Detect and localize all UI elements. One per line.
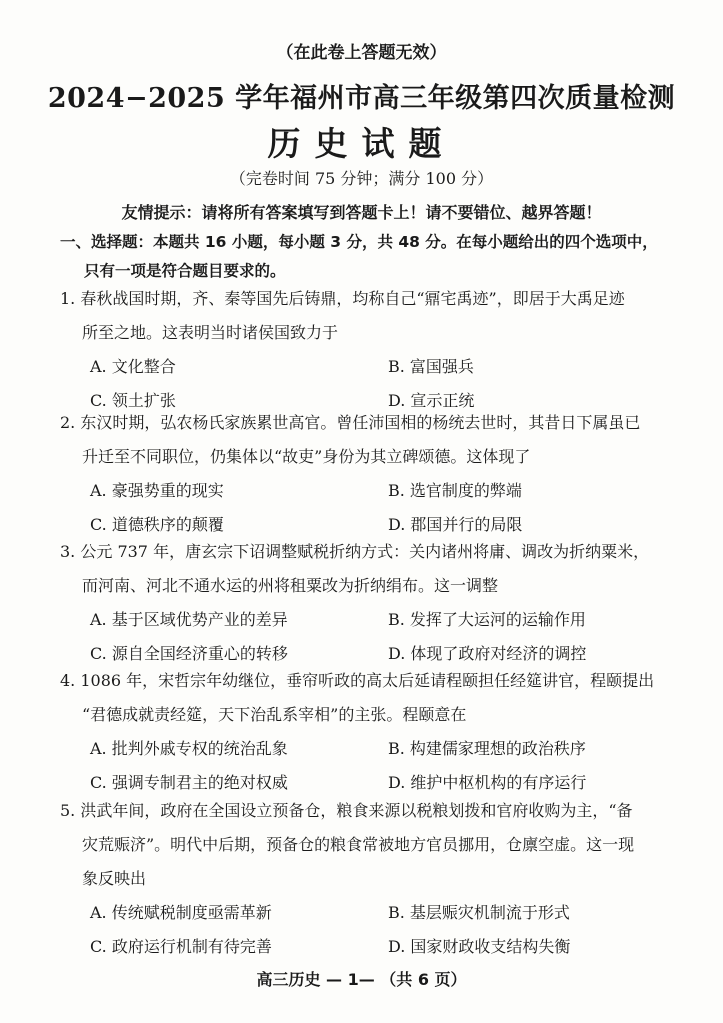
option-d: D. 宣示正统 bbox=[388, 391, 475, 410]
option-c: C. 道德秩序的颠覆 bbox=[90, 515, 224, 534]
option-c: C. 领土扩张 bbox=[90, 391, 176, 410]
section-heading-line: 只有一项是符合题目要求的。 bbox=[84, 262, 286, 280]
options-row bbox=[60, 603, 705, 637]
stem-line: 升迁至不同职位，仍集体以“故吏”身份为其立碑颂德。这体现了 bbox=[82, 447, 531, 466]
option-c: C. 强调专制君主的绝对权威 bbox=[90, 773, 288, 792]
stem-line: 2. 东汉时期，弘农杨氏家族累世高官。曾任沛国相的杨统去世时，其昔日下属虽已 bbox=[60, 413, 641, 432]
friendly-tip: 友情提示：请将所有答案填写到答题卡上！请不要错位、越界答题！ bbox=[121, 203, 602, 222]
option-b: B. 发挥了大运河的运输作用 bbox=[388, 610, 586, 629]
question-stem bbox=[60, 282, 705, 350]
option-b: B. 选官制度的弊端 bbox=[388, 481, 522, 500]
option-c: C. 源自全国经济重心的转移 bbox=[90, 644, 288, 663]
stem-line: “君德成就责经筵，天下治乱系宰相”的主张。程颐意在 bbox=[82, 705, 467, 724]
option-a: A. 豪强势重的现实 bbox=[90, 481, 224, 500]
stem-line: 1. 春秋战国时期，齐、秦等国先后铸鼎，均称自己“鼏宅禹迹”，即居于大禹足迹 bbox=[60, 289, 625, 308]
option-a: A. 文化整合 bbox=[90, 357, 176, 376]
option-a: A. 传统赋税制度亟需革新 bbox=[90, 903, 272, 922]
option-d: D. 郡国并行的局限 bbox=[388, 515, 523, 534]
options-row bbox=[60, 350, 705, 384]
options-row bbox=[60, 732, 705, 766]
stem-line: 所至之地。这表明当时诸侯国致力于 bbox=[82, 323, 339, 342]
question-stem bbox=[60, 664, 705, 732]
stem-line: 象反映出 bbox=[82, 869, 147, 888]
option-b: B. 基层赈灾机制流于形式 bbox=[388, 903, 570, 922]
question-stem bbox=[60, 406, 705, 474]
stem-line: 灾荒赈济”。明代中后期，预备仓的粮食常被地方官员挪用，仓廪空虚。这一现 bbox=[82, 835, 635, 854]
section-heading-line: 一、选择题：本题共 16 小题，每小题 3 分，共 48 分。在每小题给出的四个选项中， bbox=[60, 233, 658, 251]
section-heading bbox=[60, 228, 710, 286]
page-footer: 高三历史 — 1— （共 6 页） bbox=[256, 970, 467, 989]
invalid-answer-notice: （在此卷上答题无效） bbox=[276, 43, 447, 63]
exam-title: 2024−2025 学年福州市高三年级第四次质量检测 bbox=[47, 83, 676, 114]
option-d: D. 维护中枢机构的有序运行 bbox=[388, 773, 587, 792]
options-row bbox=[60, 474, 705, 508]
exam-meta: （完卷时间 75 分钟；满分 100 分） bbox=[229, 169, 494, 188]
question-2 bbox=[60, 406, 705, 542]
option-b: B. 富国强兵 bbox=[388, 357, 474, 376]
stem-line: 4. 1086 年，宋哲宗年幼继位，垂帘听政的高太后延请程颐担任经筵讲官，程颐提出 bbox=[60, 671, 655, 690]
option-d: D. 体现了政府对经济的调控 bbox=[388, 644, 587, 663]
option-d: D. 国家财政收支结构失衡 bbox=[388, 937, 571, 956]
question-4 bbox=[60, 664, 705, 800]
option-a: A. 基于区域优势产业的差异 bbox=[90, 610, 288, 629]
question-1 bbox=[60, 282, 705, 418]
question-stem bbox=[60, 535, 705, 603]
subject-title: 历史试题 bbox=[267, 124, 456, 163]
option-a: A. 批判外戚专权的统治乱象 bbox=[90, 739, 288, 758]
stem-line: 5. 洪武年间，政府在全国设立预备仓，粮食来源以税粮划拨和官府收购为主，“备 bbox=[60, 801, 633, 820]
question-5 bbox=[60, 794, 705, 964]
option-b: B. 构建儒家理想的政治秩序 bbox=[388, 739, 586, 758]
stem-line: 而河南、河北不通水运的州将租粟改为折纳绢布。这一调整 bbox=[82, 576, 499, 595]
question-stem bbox=[60, 794, 705, 896]
question-3 bbox=[60, 535, 705, 671]
stem-line: 3. 公元 737 年，唐玄宗下诏调整赋税折纳方式：关内诸州将庸、调改为折纳粟米， bbox=[60, 542, 650, 561]
option-c: C. 政府运行机制有待完善 bbox=[90, 937, 272, 956]
options-row bbox=[60, 896, 705, 930]
options-row bbox=[60, 930, 705, 964]
